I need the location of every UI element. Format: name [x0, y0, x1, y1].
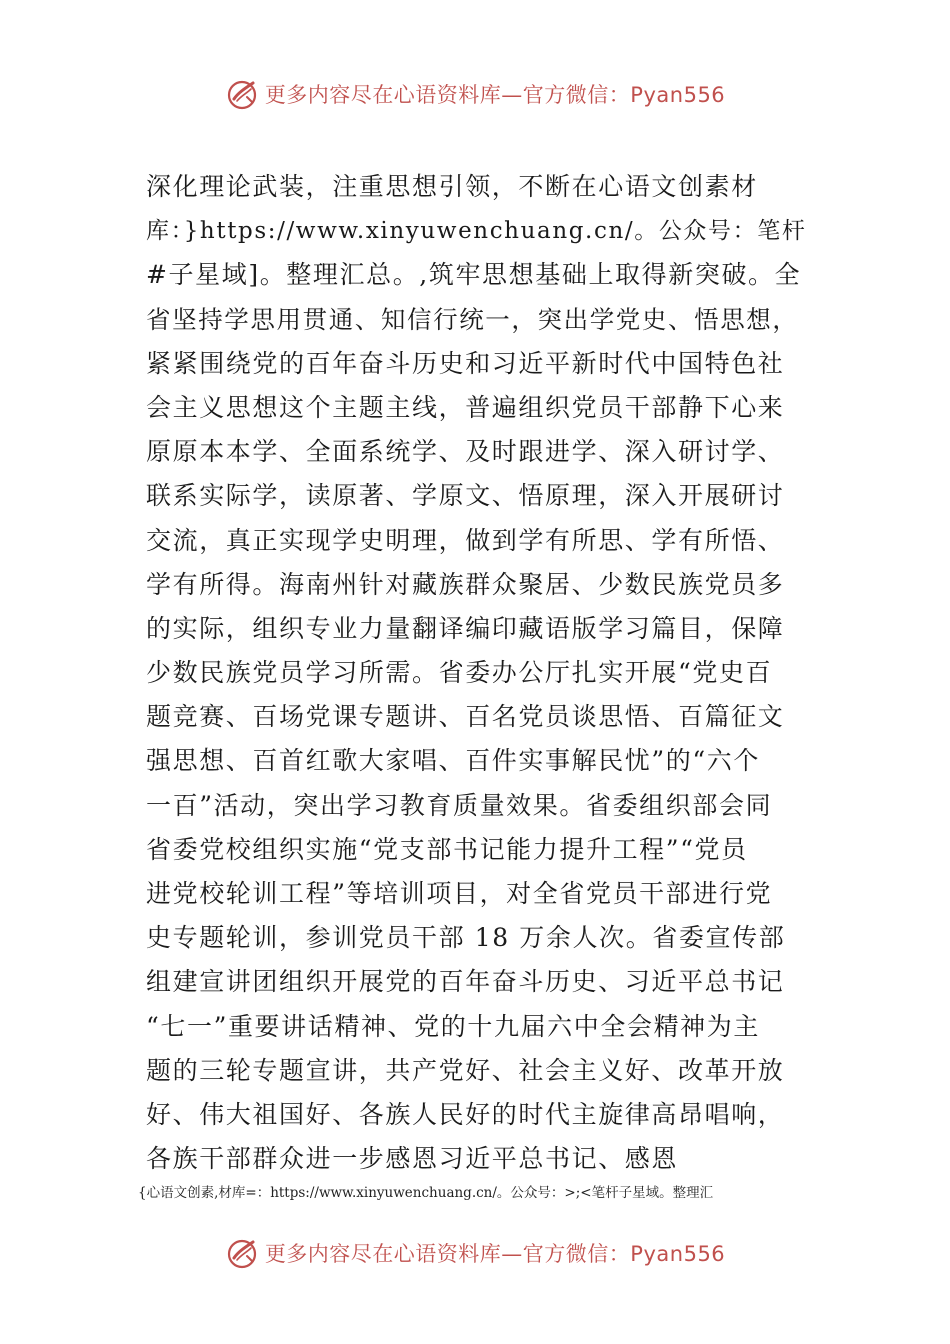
pen-logo-icon: [225, 1236, 259, 1270]
body-text-line: 进党校轮训工程”等培训项目，对全省党员干部进行党: [146, 879, 773, 908]
body-text-line: 强思想、百首红歌大家唱、百件实事解民忧”的“六个: [146, 746, 760, 776]
body-text-line: 会主义思想这个主题主线，普遍组织党员干部静下心来: [146, 392, 785, 422]
body-text-line: #子星域]。整理汇总。,筑牢思想基础上取得新突破。全: [146, 260, 802, 290]
footer-banner-text: 更多内容尽在心语资料库—官方微信：Pyan556: [264, 1242, 726, 1266]
body-text-line: 题的三轮专题宣讲，共产党好、社会主义好、改革开放: [146, 1055, 785, 1085]
body-text-line: 的实际，组织专业力量翻译编印藏语版学习篇目，保障: [146, 613, 785, 643]
body-text-line: 交流，真正实现学史明理，做到学有所思、学有所悟、: [146, 525, 785, 555]
body-text-line: “七一”重要讲话精神、党的十九届六中全会精神为主: [146, 1011, 760, 1041]
body-text-line: 深化理论武装，注重思想引领，不断在心语文创素材: [146, 172, 758, 201]
footer-banner: [0, 1233, 950, 1273]
header-banner-text: 更多内容尽在心语资料库—官方微信：Pyan556: [264, 83, 726, 107]
body-text-line: 史专题轮训，参训党员干部 18 万余人次。省委宣传部: [146, 923, 786, 953]
body-text-line: 紧紧围绕党的百年奋斗历史和习近平新时代中国特色社: [146, 348, 785, 378]
body-text-line: 题竞赛、百场党课专题讲、百名党员谈思悟、百篇征文: [146, 702, 785, 732]
body-text-line: 省坚持学思用贯通、知信行统一，突出学党史、悟思想，: [146, 304, 799, 334]
header-banner: [0, 74, 950, 114]
footnote: {心语文创素,材库=：https://www.xinyuwenchuang.cn/。公众号：>;<笔杆子星域。整理汇: [138, 1185, 714, 1201]
document-body: [146, 165, 806, 1181]
body-text-line: 原原本本学、全面系统学、及时跟进学、深入研讨学、: [146, 437, 785, 467]
body-text-line: 组建宣讲团组织开展党的百年奋斗历史、习近平总书记: [146, 967, 785, 997]
body-text-line: 库：}https://www.xinyuwenchuang.cn/。公众号：笔杆: [146, 218, 807, 245]
body-text-line: 一百”活动，突出学习教育质量效果。省委组织部会同: [146, 790, 773, 820]
body-text-line: 好、伟大祖国好、各族人民好的时代主旋律高昂唱响，: [146, 1099, 785, 1129]
body-text-line: 联系实际学，读原著、学原文、悟原理，深入开展研讨: [146, 481, 785, 511]
body-text-line: 少数民族党员学习所需。省委办公厅扎实开展“党史百: [146, 658, 773, 688]
body-text-line: 各族干部群众进一步感恩习近平总书记、感恩: [146, 1144, 679, 1174]
body-text-line: 省委党校组织实施“党支部书记能力提升工程”“党员: [146, 834, 748, 864]
body-text-line: 学有所得。海南州针对藏族群众聚居、少数民族党员多: [146, 569, 785, 599]
pen-logo-icon: [225, 77, 259, 111]
